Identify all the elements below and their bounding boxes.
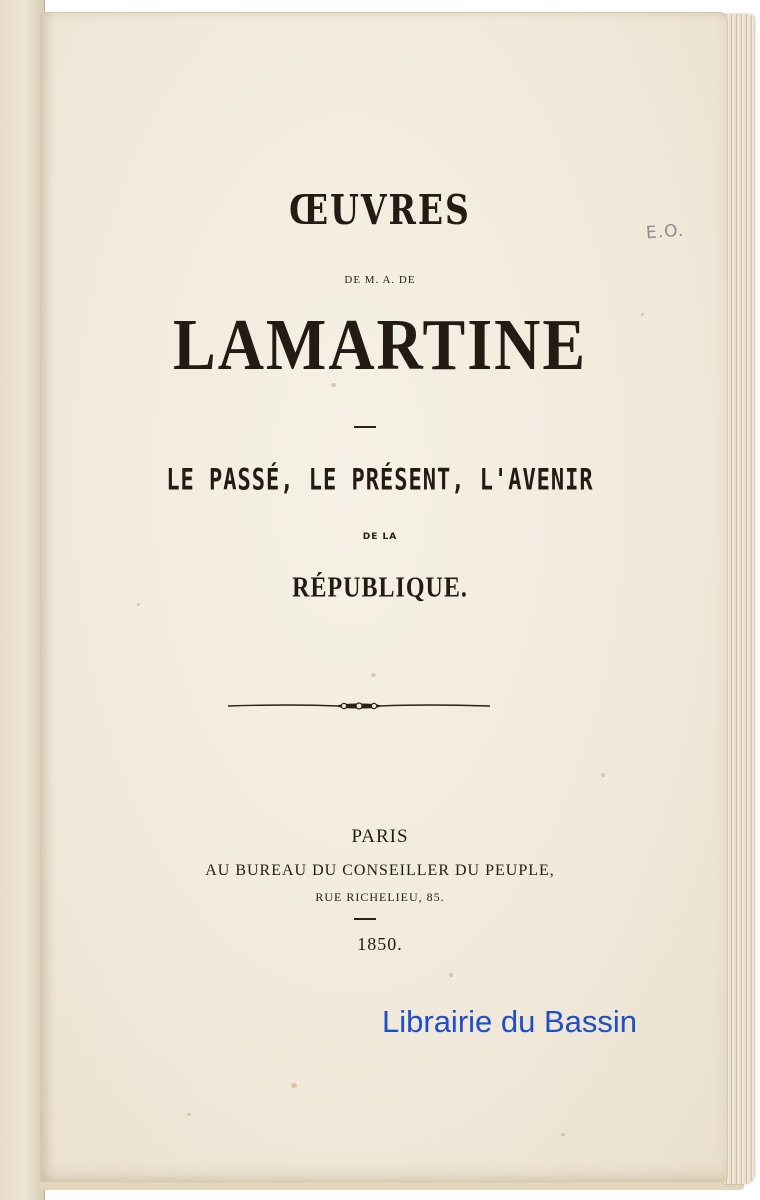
foxing-spot <box>291 1083 297 1088</box>
foxing-spot <box>371 673 376 677</box>
subtitle-end: RÉPUBLIQUE. <box>292 572 468 604</box>
foxing-spot <box>561 1133 565 1136</box>
imprint-publisher: AU BUREAU DU CONSEILLER DU PEUPLE, <box>205 862 555 879</box>
bookseller-watermark: Librairie du Bassin <box>382 1004 638 1039</box>
subtitle: LE PASSÉ, LE PRÉSENT, L'AVENIR <box>166 463 594 498</box>
ornamental-rule <box>228 696 490 716</box>
imprint-address: RUE RICHELIEU, 85. <box>315 890 445 904</box>
foxing-spot <box>449 973 453 977</box>
imprint-rule <box>354 918 376 920</box>
foxing-spot <box>187 1113 191 1116</box>
author-name: LAMARTINE <box>173 303 587 386</box>
divider-rule <box>354 426 376 428</box>
subtitle-connector: DE LA <box>362 532 398 542</box>
foxing-spot <box>601 773 605 777</box>
imprint-year: 1850. <box>357 934 403 954</box>
pencil-annotation: E.O. <box>645 220 685 244</box>
heading: ŒUVRES <box>289 185 471 234</box>
author-prefix: DE M. A. DE <box>344 274 416 286</box>
imprint-city: PARIS <box>351 826 409 847</box>
